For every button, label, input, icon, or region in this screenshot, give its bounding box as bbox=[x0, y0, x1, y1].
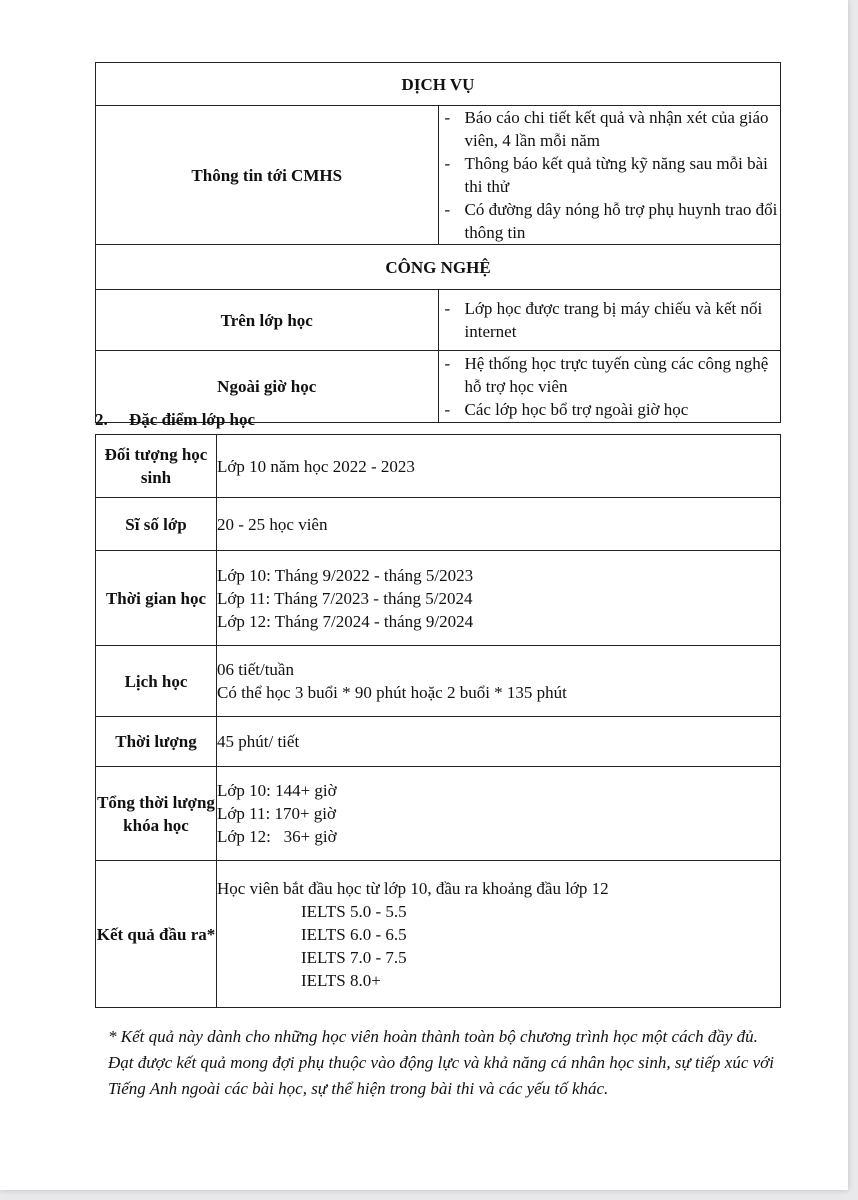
outcome-value bbox=[217, 861, 781, 1008]
outcome-level: IELTS 5.0 - 5.5 bbox=[301, 901, 407, 921]
section-number: 2. bbox=[95, 410, 108, 429]
total-duration-line: Lớp 12: 36+ giờ bbox=[217, 827, 337, 846]
list-item: - Thông báo kết quả từng kỹ năng sau mỗi bài thi thử bbox=[445, 152, 781, 198]
study-time-line: Lớp 12: Tháng 7/2024 - tháng 9/2024 bbox=[217, 611, 474, 631]
total-duration-label: Tổng thời lượng khóa học bbox=[96, 767, 217, 861]
study-time-label: Thời gian học bbox=[96, 551, 217, 646]
class-features-table bbox=[95, 434, 781, 1008]
list-item: - Có đường dây nóng hỗ trợ phụ huynh trao đổi thông tin bbox=[445, 198, 781, 244]
total-duration-line: Lớp 10: 144+ giờ bbox=[217, 781, 337, 800]
out-class-value bbox=[438, 351, 781, 423]
technology-header: CÔNG NGHỆ bbox=[96, 245, 781, 290]
total-duration-line: Lớp 11: 170+ giờ bbox=[217, 804, 337, 823]
study-time-line: Lớp 11: Tháng 7/2023 - tháng 5/2024 bbox=[217, 588, 473, 608]
study-time-line: Lớp 10: Tháng 9/2022 - tháng 5/2023 bbox=[217, 565, 474, 585]
list-item: - Hệ thống học trực tuyến cùng các công nghệ hỗ trợ học viên bbox=[445, 352, 781, 398]
outcome-level: IELTS 6.0 - 6.5 bbox=[301, 924, 407, 944]
parent-info-value bbox=[438, 106, 781, 245]
schedule-label: Lịch học bbox=[96, 646, 217, 717]
schedule-line: Có thể học 3 buổi * 90 phút hoặc 2 buổi * 135 phút bbox=[217, 683, 567, 702]
services-header: DỊCH VỤ bbox=[96, 63, 781, 106]
outcome-intro: Học viên bắt đầu học từ lớp 10, đầu ra khoảng đầu lớp 12 bbox=[217, 878, 609, 898]
duration-value: 45 phút/ tiết bbox=[217, 717, 781, 767]
out-class-label: Ngoài giờ học bbox=[96, 351, 439, 423]
section-title: Đặc điểm lớp học bbox=[129, 410, 256, 429]
students-value: Lớp 10 năm học 2022 - 2023 bbox=[217, 435, 781, 498]
outcome-level: IELTS 8.0+ bbox=[301, 970, 381, 990]
list-item: - Lớp học được trang bị máy chiếu và kết nối internet bbox=[445, 297, 781, 343]
class-size-label: Sĩ số lớp bbox=[96, 498, 217, 551]
schedule-line: 06 tiết/tuần bbox=[217, 660, 294, 679]
services-technology-table bbox=[95, 62, 781, 423]
list-item: - Các lớp học bổ trợ ngoài giờ học bbox=[445, 398, 781, 421]
duration-label: Thời lượng bbox=[96, 717, 217, 767]
parent-info-label: Thông tin tới CMHS bbox=[96, 106, 439, 245]
study-time-value bbox=[217, 551, 781, 646]
outcome-level: IELTS 7.0 - 7.5 bbox=[301, 947, 407, 967]
class-size-value: 20 - 25 học viên bbox=[217, 498, 781, 551]
outcome-label: Kết quả đầu ra* bbox=[96, 861, 217, 1008]
schedule-value bbox=[217, 646, 781, 717]
total-duration-value bbox=[217, 767, 781, 861]
section-heading bbox=[95, 410, 255, 430]
students-label: Đối tượng học sinh bbox=[96, 435, 217, 498]
list-item: - Báo cáo chi tiết kết quả và nhận xét của giáo viên, 4 lần mỗi năm bbox=[445, 106, 781, 152]
in-class-label: Trên lớp học bbox=[96, 290, 439, 351]
in-class-value bbox=[438, 290, 781, 351]
footnote: * Kết quả này dành cho những học viên hoàn thành toàn bộ chương trình học một cách đầy đủ. Đạt được kết quả mong đợi phụ thuộc vào động lực và khả năng cá nhân học sinh, sự tiếp xúc với Tiếng Anh ngoài các bài học, sự thể hiện trong bài thi và các yếu tố khác. bbox=[108, 1027, 774, 1098]
